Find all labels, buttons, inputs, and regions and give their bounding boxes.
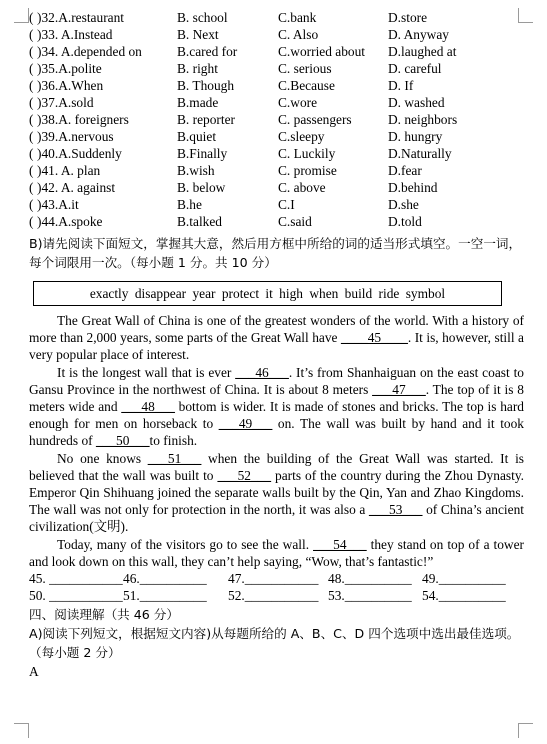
passage-text: Today, many of the visitors go to see the wall. <box>57 536 314 552</box>
option-a: A.nervous <box>58 129 114 144</box>
blank-54: ___54___ <box>313 536 367 552</box>
question-number-and-option-a <box>37 196 79 213</box>
section-b-instruction: B)请先阅读下面短文，掌握其大意，然后用方框中所给的词的适当形式填空。一空一词，每个词限用一次。（每小题 1 分。共 10 分） <box>29 236 522 270</box>
question-row <box>29 145 524 162</box>
option-c: C.Because <box>278 78 335 93</box>
option-c: C.bank <box>278 10 317 25</box>
passage-paragraph-1 <box>29 312 524 364</box>
passage-paragraph-2 <box>29 364 524 450</box>
question-number-and-option-a <box>37 162 100 179</box>
option-c: C. Also <box>278 27 319 42</box>
passage-text: . It’s from Shanhaiguan on the east coast to Gansu Province in the northwest of China. It is about 8 meters <box>29 364 524 397</box>
passage-text: of China’s ancient civilization(文明). <box>29 502 524 535</box>
question-paren: ( <box>29 129 34 144</box>
passage-text: bottom is wider. It is made of stones and bricks. The top is hard enough for men on horseback to <box>29 399 524 432</box>
passage-text: parts of the country during the Zhou Dynasty. Emperor Qin Shihuang joined the separate walls built by the Qin, Yan and Zhao Kingdoms. The wall was not only for protection in the north, it was also a <box>29 467 524 518</box>
option-b: B. right <box>177 61 218 76</box>
blank-46: ___46___ <box>235 364 289 380</box>
question-number: )42. <box>37 180 61 195</box>
option-b: B. below <box>177 180 226 195</box>
question-number-and-option-a <box>37 111 129 128</box>
option-d: D.laughed at <box>388 44 457 59</box>
passage-text: The Great Wall of China is one of the greatest wonders of the world. With a history of more than 2,000 years, some parts of the Great Wall have <box>29 313 524 346</box>
option-b: B. reporter <box>177 112 236 127</box>
question-number: )34. <box>37 44 61 59</box>
blank-49: ___49___ <box>218 416 273 432</box>
passage-paragraph-3 <box>29 450 524 536</box>
option-d: D. neighbors <box>388 112 458 127</box>
question-row <box>29 128 524 145</box>
question-number-and-option-a <box>37 128 114 145</box>
option-d: D.Naturally <box>388 146 452 161</box>
blank-51: ___51___ <box>147 450 202 466</box>
option-a: A.Instead <box>60 27 113 42</box>
question-row <box>29 9 524 26</box>
option-d: D. Anyway <box>388 27 449 42</box>
question-row <box>29 94 524 111</box>
option-c: C.worried about <box>278 44 366 59</box>
section-4-heading: 四、阅读理解（共 46 分） <box>29 607 179 623</box>
option-b: B. Though <box>177 78 235 93</box>
question-row <box>29 111 524 128</box>
corner-mark-bottom-left <box>14 723 29 738</box>
question-paren: ( <box>29 78 34 93</box>
question-row <box>29 26 524 43</box>
passage-text: to finish. <box>149 433 198 449</box>
answer-lines <box>29 570 524 604</box>
option-a: A.spoke <box>58 214 103 229</box>
option-a: A.depended on <box>60 44 142 59</box>
option-b: B.made <box>177 95 219 110</box>
question-row <box>29 77 524 94</box>
question-number-and-option-a <box>37 94 94 111</box>
question-row <box>29 43 524 60</box>
multiple-choice-list <box>29 9 524 230</box>
answer-blank: 46.__________ <box>123 571 207 587</box>
blank-53: ___53___ <box>368 502 423 518</box>
option-b: B.Finally <box>177 146 228 161</box>
option-a: A.When <box>58 78 104 93</box>
answer-blank: 51.__________ <box>123 588 207 604</box>
blank-52: ___52___ <box>217 467 272 483</box>
option-b: B. Next <box>177 27 219 42</box>
passage-text: . The top of it is 8 meters wide and <box>29 381 525 415</box>
question-paren: ( <box>29 10 34 25</box>
question-row <box>29 213 524 230</box>
question-paren: ( <box>29 112 34 127</box>
question-number-and-option-a <box>37 43 142 60</box>
question-row <box>29 162 524 179</box>
question-number-and-option-a <box>37 145 122 162</box>
answer-blank: 53.__________ <box>328 588 412 604</box>
question-number-and-option-a <box>37 213 102 230</box>
passage-label: A <box>29 664 39 680</box>
option-d: D. hungry <box>388 129 443 144</box>
answer-blank: 49.__________ <box>422 571 506 587</box>
option-c: C.sleepy <box>278 129 325 144</box>
option-c: C. passengers <box>278 112 352 127</box>
question-row <box>29 179 524 196</box>
passage-text: . It is, however, still a very popular place of interest. <box>29 330 524 363</box>
passage-paragraph-4 <box>29 536 524 570</box>
answer-line-row <box>29 587 524 604</box>
question-number-and-option-a <box>37 26 113 43</box>
answer-line-row <box>29 570 524 587</box>
question-number: )39. <box>37 129 59 144</box>
question-paren: ( <box>29 146 34 161</box>
option-d: D. careful <box>388 61 442 76</box>
option-b: B.wish <box>177 163 215 178</box>
question-number-and-option-a <box>37 179 115 196</box>
word-box: exactly disappear year protect it high when build ride symbol <box>33 281 502 306</box>
option-a: A. against <box>60 180 116 195</box>
question-paren: ( <box>29 180 34 195</box>
passage-text: It is the longest wall that is ever <box>57 364 236 380</box>
question-row <box>29 196 524 213</box>
option-d: D. If <box>388 78 414 93</box>
passage-text: No one knows <box>57 450 148 466</box>
corner-mark-bottom-right <box>518 723 533 738</box>
cloze-passage <box>29 312 524 570</box>
passage-text: when the building of the Great Wall was started. It is believed that the wall was built to <box>29 450 524 483</box>
option-c: C. serious <box>278 61 332 76</box>
answer-blank: 54.__________ <box>422 588 506 604</box>
question-paren: ( <box>29 214 34 229</box>
section-4-instruction: A)阅读下列短文，根据短文内容)从每题所给的 A、B、C、D 四个选项中选出最佳选项。（每小题 2 分） <box>29 626 520 661</box>
blank-50: ___50___ <box>95 433 150 449</box>
option-a: A. plan <box>60 163 101 178</box>
option-d: D.behind <box>388 180 438 195</box>
option-c: C.I <box>278 197 295 212</box>
option-a: A.Suddenly <box>58 146 122 161</box>
option-c: C.said <box>278 214 312 229</box>
passage-text: on. The wall was built by hand and it took hundreds of <box>29 416 524 449</box>
worksheet-page <box>29 9 524 680</box>
option-c: C. above <box>278 180 326 195</box>
blank-45: ____45____ <box>340 330 408 346</box>
answer-blank: 48.__________ <box>328 571 412 587</box>
answer-blank: 50. ___________ <box>29 588 123 604</box>
option-b: B.cared for <box>177 44 238 59</box>
question-paren: ( <box>29 27 34 42</box>
option-d: D.told <box>388 214 422 229</box>
question-paren: ( <box>29 95 34 110</box>
question-row <box>29 60 524 77</box>
question-number-and-option-a <box>37 77 103 94</box>
question-number: )37. <box>37 95 59 110</box>
question-number: )32. <box>37 10 59 25</box>
question-number-and-option-a <box>37 9 124 26</box>
option-b: B. school <box>177 10 228 25</box>
question-paren: ( <box>29 44 34 59</box>
option-a: A.it <box>58 197 79 212</box>
option-c: C.wore <box>278 95 318 110</box>
answer-blank: 47.___________ <box>228 571 319 587</box>
question-number: )44. <box>37 214 59 229</box>
option-a: A.sold <box>58 95 94 110</box>
option-d: D.store <box>388 10 428 25</box>
option-a: A.polite <box>58 61 102 76</box>
option-b: B.quiet <box>177 129 217 144</box>
answer-blank: 52.___________ <box>228 588 319 604</box>
blank-47: ___47___ <box>372 381 426 397</box>
question-number: )36. <box>37 78 59 93</box>
corner-mark-top-left <box>14 8 29 23</box>
question-number: )41. <box>37 163 61 178</box>
option-b: B.talked <box>177 214 222 229</box>
question-paren: ( <box>29 163 34 178</box>
question-paren: ( <box>29 61 34 76</box>
option-a: A. foreigners <box>58 112 129 127</box>
option-d: D.fear <box>388 163 422 178</box>
question-number: )38. <box>37 112 59 127</box>
option-a: A.restaurant <box>58 10 125 25</box>
question-number: )33. <box>37 27 61 42</box>
question-number-and-option-a <box>37 60 102 77</box>
blank-48: ___48___ <box>121 399 175 415</box>
passage-text: they stand on top of a tower and look down on this wall, they can’t help saying, “Wow, that’s fantastic!” <box>29 536 524 569</box>
question-number: )35. <box>37 61 59 76</box>
question-number: )40. <box>37 146 59 161</box>
option-b: B.he <box>177 197 202 212</box>
option-c: C. Luckily <box>278 146 336 161</box>
option-d: D.she <box>388 197 419 212</box>
option-d: D. washed <box>388 95 445 110</box>
question-number: )43. <box>37 197 59 212</box>
option-c: C. promise <box>278 163 337 178</box>
question-paren: ( <box>29 197 34 212</box>
answer-blank: 45. ___________ <box>29 571 123 587</box>
